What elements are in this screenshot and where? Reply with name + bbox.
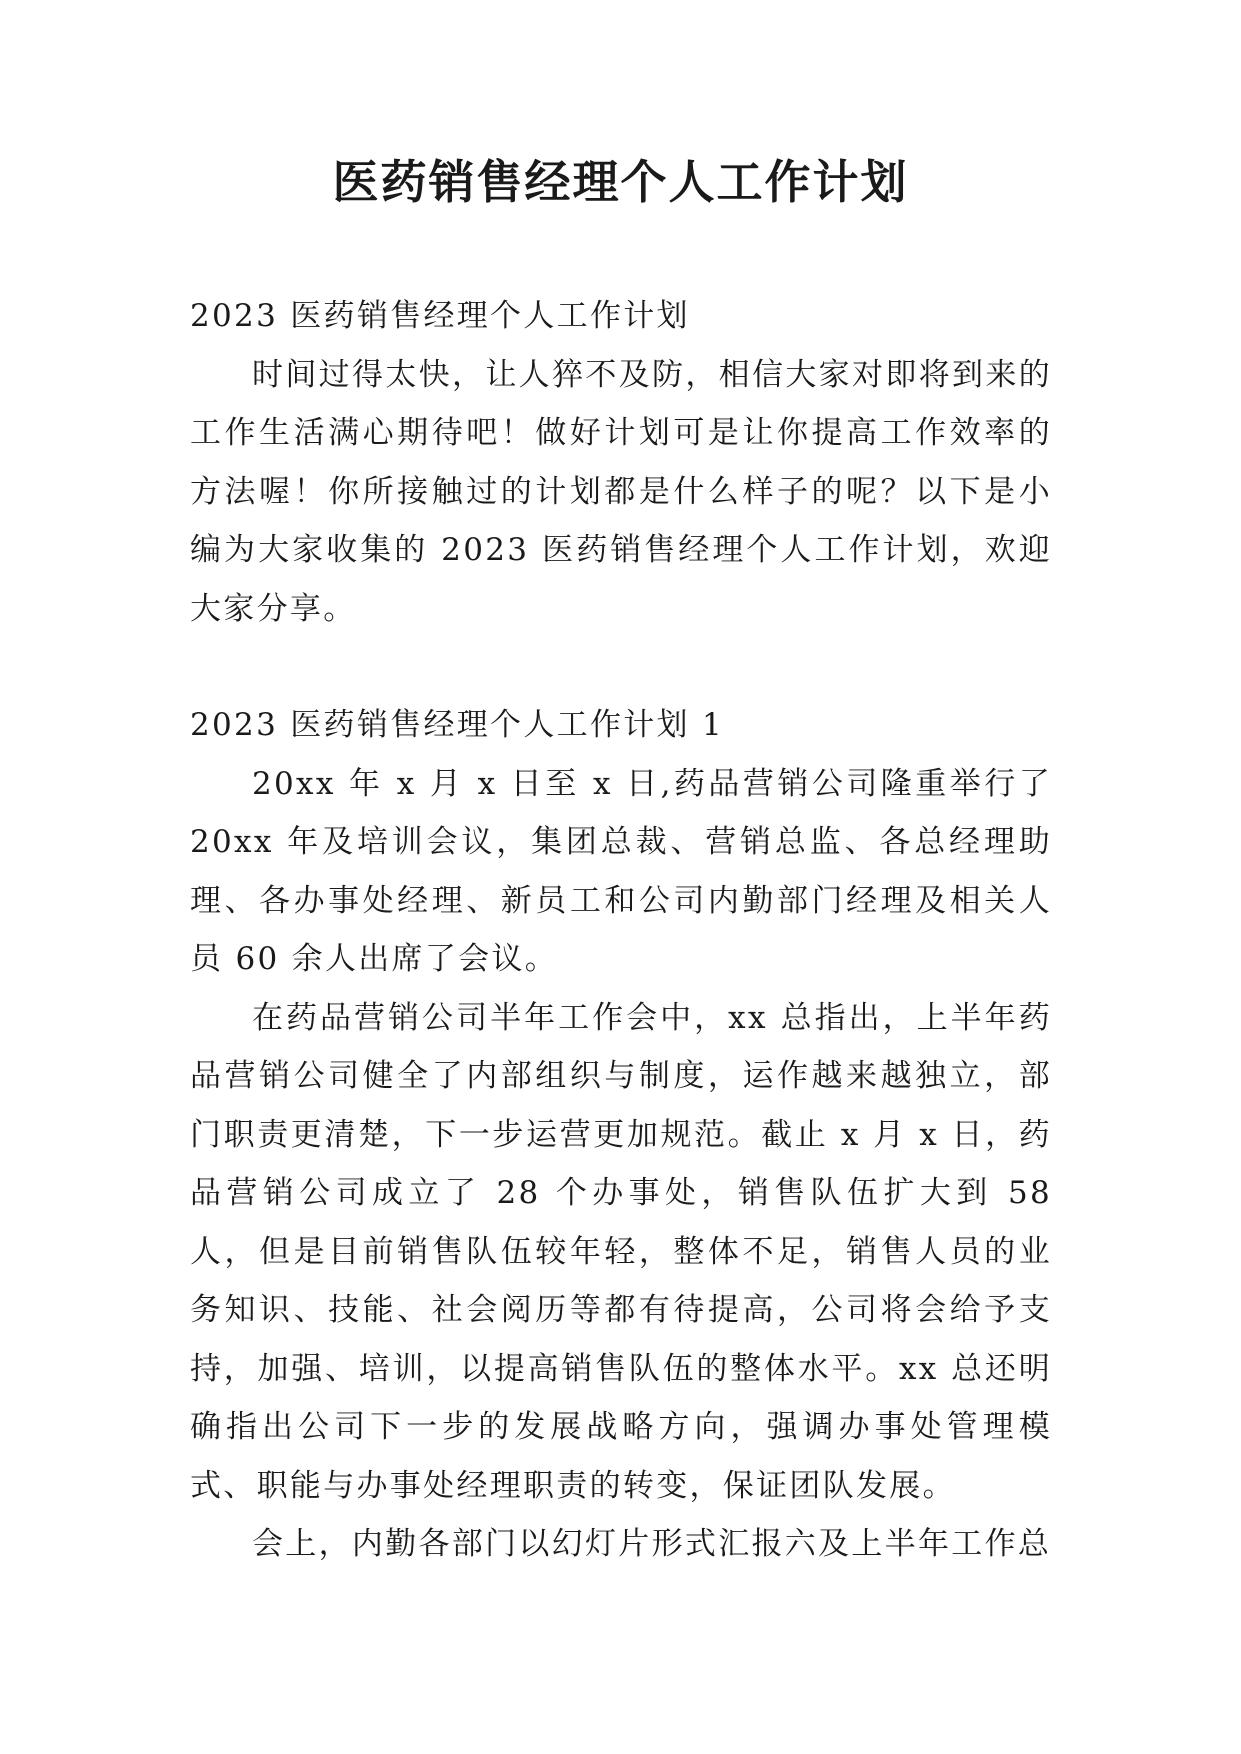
section-spacer <box>190 638 1052 696</box>
document-title: 医药销售经理个人工作计划 <box>332 155 909 209</box>
intro-paragraph: 时间过得太快，让人猝不及防，相信大家对即将到来的工作生活满心期待吧！做好计划可是让你提高工作效率的方法喔！你所接触过的计划都是什么样子的呢？以下是小编为大家收集的 2023 医药销售经理个人工作计划，欢迎大家分享。 <box>190 356 1052 627</box>
intro-heading: 2023 医药销售经理个人工作计划 <box>190 298 690 334</box>
section1-paragraph-2: 在药品营销公司半年工作会中，xx 总指出，上半年药品营销公司健全了内部组织与制度，运作越来越独立，部门职责更清楚，下一步运营更加规范。截止 x 月 x 日，药品营销公司成立了 28 个办事处，销售队伍扩大到 58 人，但是目前销售队伍较年轻，整体不足，销售人员的业务知识、技能、社会阅历等都有待提高，公司将会给予支持，加强、培训，以提高销售队伍的整体水平。xx 总还明确指出公司下一步的发展战略方向，强调办事处管理模式、职能与办事处经理职责的转变，保证团队发展。 <box>190 999 1052 1504</box>
section1-paragraph-3: 会上，内勤各部门以幻灯片形式汇报六及上半年工作总 <box>252 1526 1052 1562</box>
section1-heading: 2023 医药销售经理个人工作计划 1 <box>190 707 725 743</box>
document-body <box>190 287 1052 1574</box>
section1-paragraph-1: 20xx 年 x 月 x 日至 x 日,药品营销公司隆重举行了 20xx 年及培训会议，集团总裁、营销总监、各总经理助理、各办事处经理、新员工和公司内勤部门经理及相关人员 60 余人出席了会议。 <box>190 765 1052 977</box>
